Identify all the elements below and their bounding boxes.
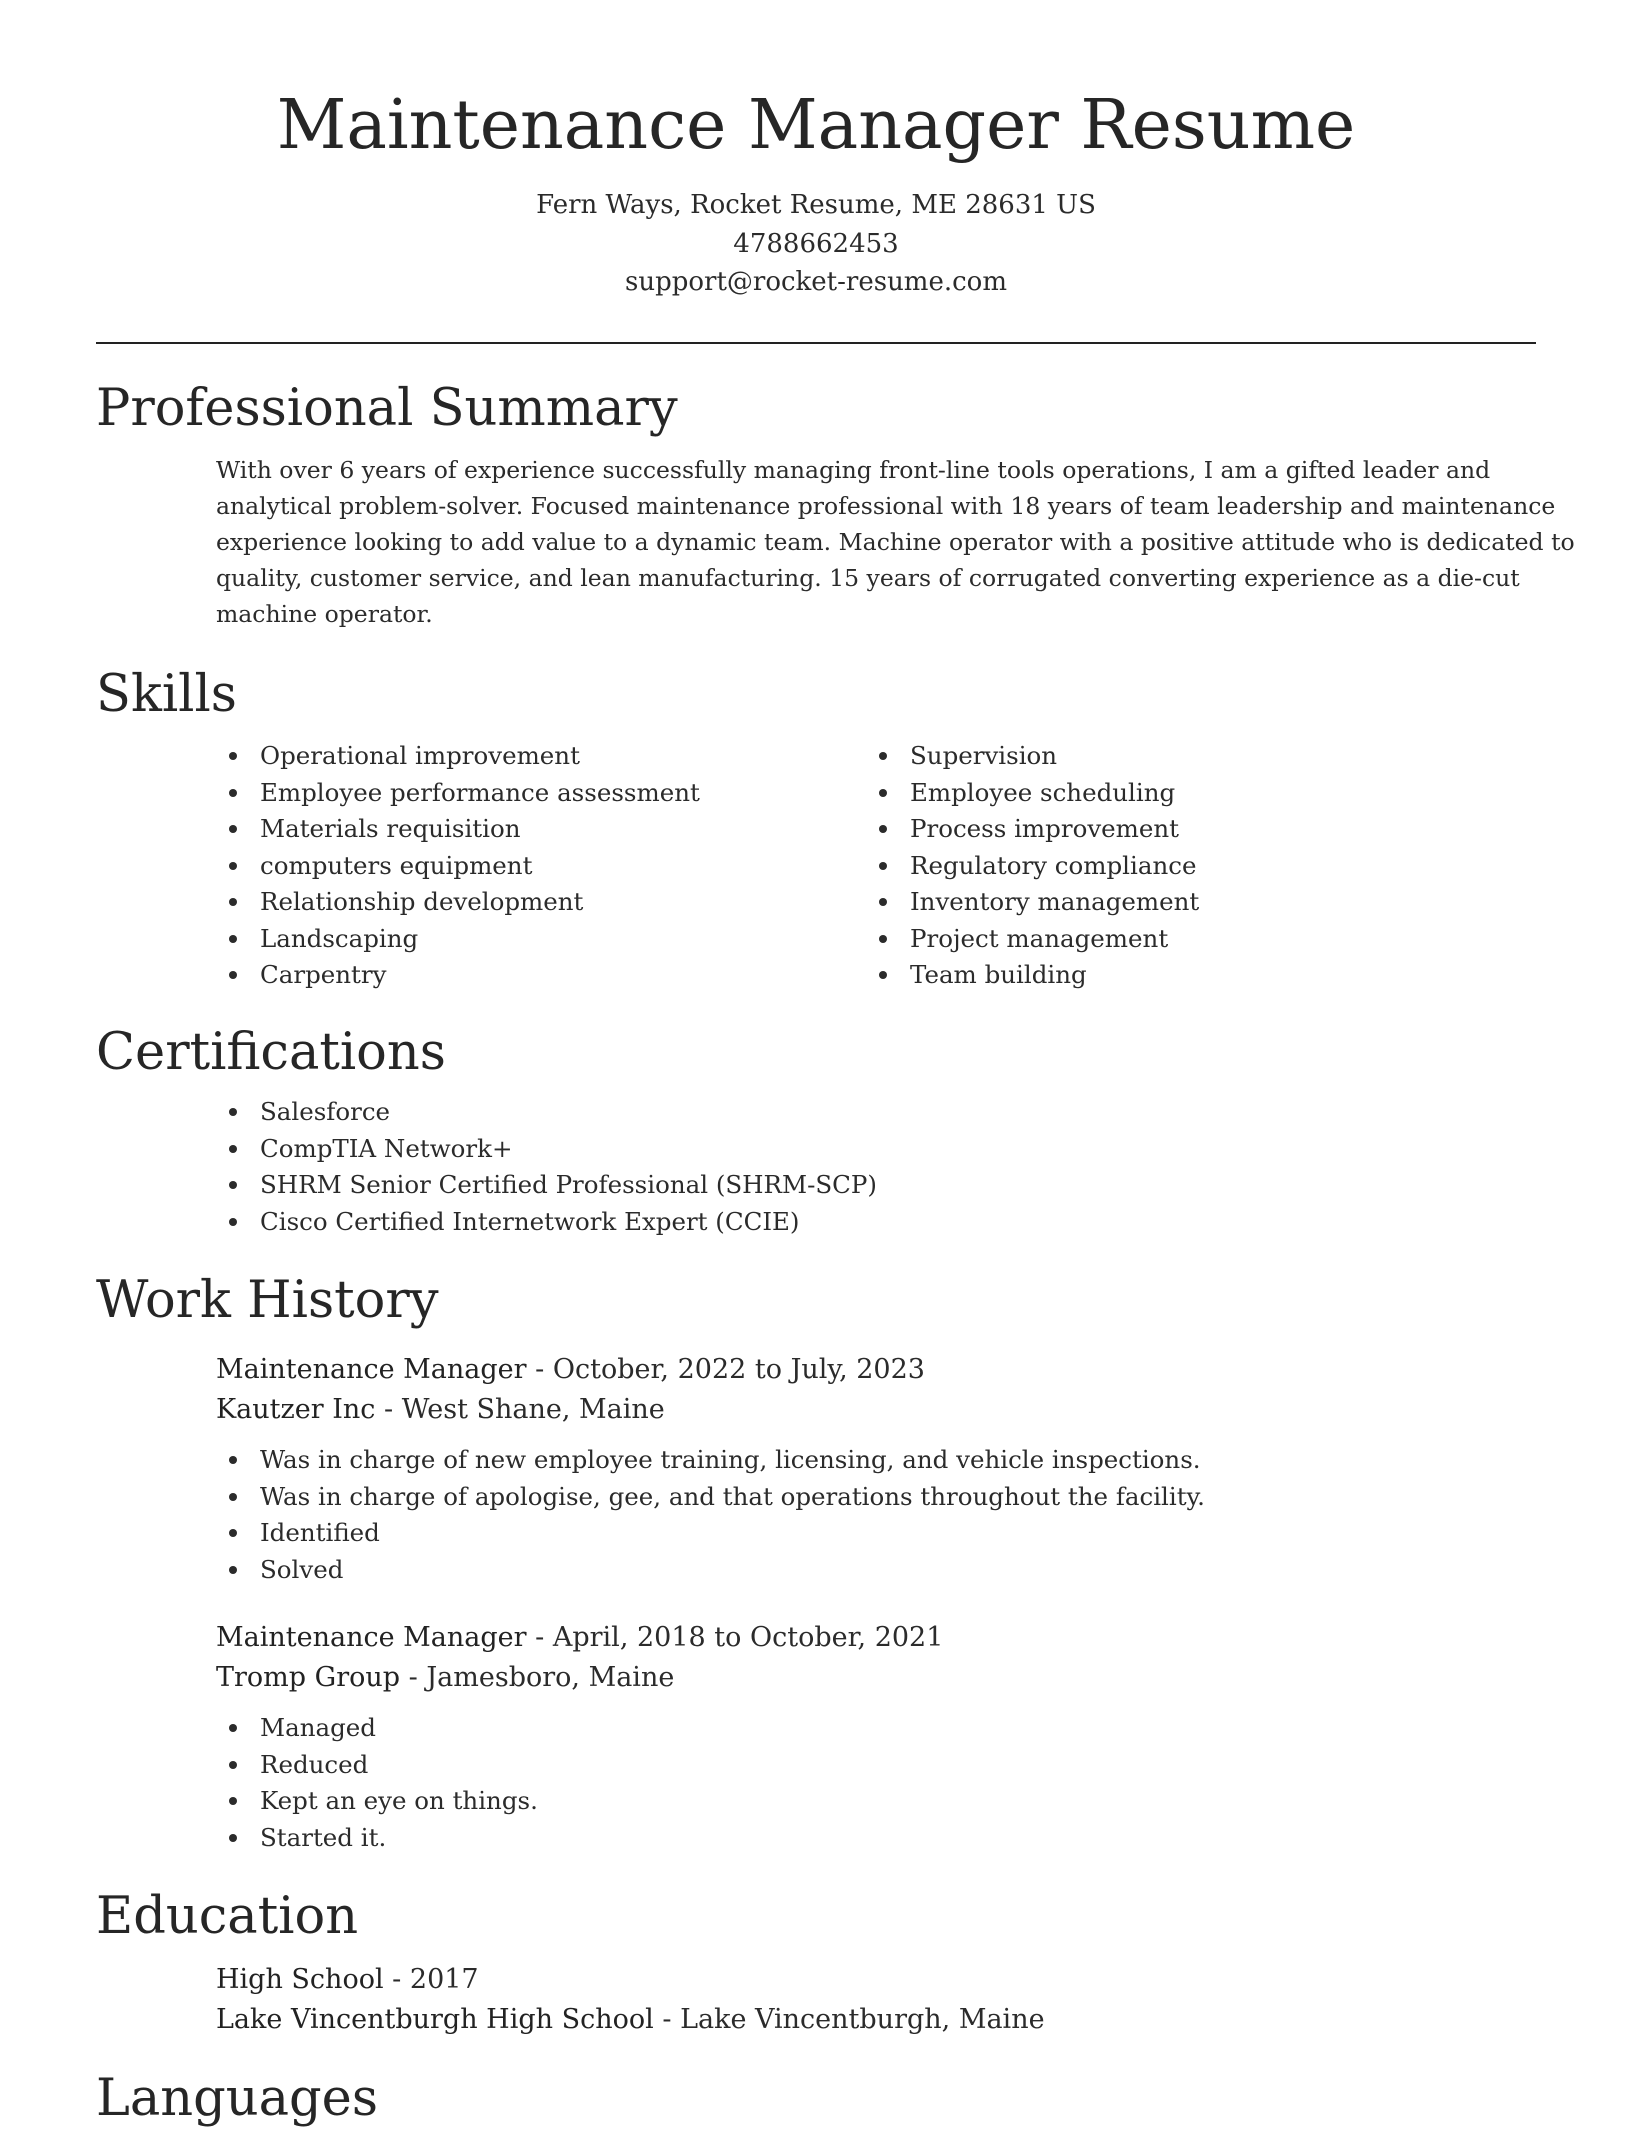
education-location: Lake Vincentburgh, Maine — [680, 2004, 1045, 2035]
skill-label: Employee performance assessment — [260, 777, 700, 807]
job-bullet — [216, 1783, 1536, 1820]
job-title: Maintenance Manager — [216, 1354, 527, 1385]
certification-label: Salesforce — [260, 1097, 391, 1126]
skill-label: Carpentry — [260, 960, 387, 989]
skill-label: Regulatory compliance — [910, 850, 1197, 880]
skill-item — [866, 921, 1516, 958]
job-bullet — [216, 1552, 1536, 1589]
bullet-icon — [879, 935, 887, 943]
skill-item — [866, 848, 1516, 885]
education-entry — [216, 1960, 1536, 2040]
certification-item — [216, 1131, 1536, 1168]
skill-label: Relationship development — [260, 887, 584, 916]
bullet-icon — [229, 1145, 237, 1153]
certification-label: SHRM Senior Certified Professional (SHRM-SCP) — [260, 1170, 877, 1199]
skill-item — [216, 884, 866, 921]
resume-title: Maintenance Manager Resume — [276, 86, 1356, 165]
bullet-icon — [229, 1529, 237, 1537]
education-section — [96, 1886, 1536, 2040]
skill-item — [216, 811, 866, 848]
skill-label: Employee scheduling — [910, 777, 1176, 807]
skill-item — [866, 957, 1516, 994]
certification-label: CompTIA Network+ — [260, 1133, 513, 1163]
resume-header — [0, 82, 1632, 302]
job-bullet-text: Was in charge of new employee training, licensing, and vehicle inspections. — [260, 1445, 1201, 1474]
header-divider — [96, 342, 1536, 344]
skills-section — [96, 664, 1536, 994]
job-bullet-text: Was in charge of apologise, gee, and that operations throughout the facility. — [260, 1481, 1205, 1511]
separator: - — [400, 1662, 427, 1693]
skill-label: Landscaping — [260, 923, 419, 953]
skill-item — [216, 775, 866, 812]
skill-item — [216, 738, 866, 775]
education-school: Lake Vincentburgh High School — [216, 2004, 654, 2035]
skill-item — [866, 775, 1516, 812]
job-bullet — [216, 1442, 1536, 1479]
certifications-heading: Certifications — [96, 1023, 446, 1082]
skill-label: Process improvement — [910, 814, 1180, 843]
bullet-icon — [879, 971, 887, 979]
bullet-icon — [879, 825, 887, 833]
job-dates: April, 2018 to October, 2021 — [552, 1622, 944, 1653]
job-bullet — [216, 1747, 1536, 1784]
job-bullet — [216, 1710, 1536, 1747]
skill-label: Materials requisition — [260, 814, 521, 843]
job-title-line — [216, 1350, 1536, 1390]
job-bullet — [216, 1515, 1536, 1552]
job-dates: October, 2022 to July, 2023 — [552, 1354, 925, 1385]
bullet-icon — [229, 971, 237, 979]
separator: - — [526, 1622, 553, 1653]
job-location: West Shane, Maine — [401, 1394, 665, 1425]
job-bullet-text: Kept an eye on things. — [260, 1786, 538, 1815]
education-degree-line — [216, 1960, 1536, 2000]
education-school-line — [216, 2000, 1536, 2040]
job-bullet — [216, 1479, 1536, 1516]
contact-email: support@rocket-resume.com — [624, 267, 1007, 297]
bullet-icon — [229, 1181, 237, 1189]
job-bullets — [216, 1710, 1536, 1856]
skills-list-right — [866, 738, 1516, 994]
skill-label: Team building — [910, 960, 1087, 989]
job-bullet-text: Started it. — [260, 1822, 387, 1852]
certification-item — [216, 1094, 1536, 1131]
skill-item — [866, 884, 1516, 921]
skill-item — [216, 957, 866, 994]
contact-block — [0, 186, 1632, 302]
skill-label: Inventory management — [910, 887, 1200, 916]
job-bullet-text: Identified — [260, 1518, 380, 1547]
contact-address: Fern Ways, Rocket Resume, ME 28631 US — [536, 190, 1096, 220]
certifications-section — [96, 1022, 1536, 1240]
education-degree: High School — [216, 1964, 384, 1995]
summary-text: With over 6 years of experience successfully managing front-line tools operations, I am a gifted leader and analytical problem-solver. Focused maintenance professional with 18 years of team leadership and maintenance experience looking to add value to a dynamic team. Machine operator with a positive attitude who is dedicated to quality, customer service, and lean manufacturing. 15 years of corrugated converting experience as a die-cut machine operator. — [216, 456, 1575, 628]
bullet-icon — [879, 789, 887, 797]
work-history-section — [96, 1270, 1536, 1856]
skill-label: Supervision — [910, 741, 1058, 770]
job-entry — [216, 1350, 1536, 1588]
job-company: Kautzer Inc — [216, 1394, 376, 1425]
bullet-icon — [229, 1493, 237, 1501]
separator: - — [526, 1354, 553, 1385]
bullet-icon — [229, 752, 237, 760]
job-company: Tromp Group — [216, 1662, 401, 1693]
bullet-icon — [229, 1761, 237, 1769]
bullet-icon — [229, 862, 237, 870]
separator: - — [653, 2004, 681, 2035]
languages-section — [96, 2068, 1536, 2130]
certification-item — [216, 1204, 1536, 1241]
skill-label: Project management — [910, 923, 1169, 953]
languages-heading: Languages — [96, 2069, 379, 2128]
bullet-icon — [229, 825, 237, 833]
bullet-icon — [879, 752, 887, 760]
separator: - — [383, 1964, 410, 1995]
skills-columns — [216, 738, 1536, 994]
job-title: Maintenance Manager — [216, 1622, 527, 1653]
job-entry — [216, 1618, 1536, 1856]
job-bullet — [216, 1820, 1536, 1857]
certification-item — [216, 1167, 1536, 1204]
job-title-line — [216, 1618, 1536, 1658]
skill-item — [866, 811, 1516, 848]
job-location: Jamesboro, Maine — [426, 1662, 675, 1693]
bullet-icon — [229, 1456, 237, 1464]
skill-item — [216, 848, 866, 885]
work-history-heading: Work History — [96, 1271, 439, 1330]
job-bullets — [216, 1442, 1536, 1588]
bullet-icon — [229, 935, 237, 943]
job-bullet-text: Managed — [260, 1713, 376, 1742]
bullet-icon — [229, 1724, 237, 1732]
contact-phone: 4788662453 — [733, 228, 899, 259]
bullet-icon — [229, 1566, 237, 1574]
bullet-icon — [229, 1834, 237, 1842]
bullet-icon — [229, 789, 237, 797]
skill-label: Operational improvement — [260, 741, 580, 770]
certifications-list — [216, 1094, 1536, 1240]
separator: - — [375, 1394, 402, 1425]
skill-label: computers equipment — [260, 850, 533, 880]
summary-section — [96, 378, 1575, 632]
education-heading: Education — [96, 1887, 359, 1946]
job-company-line — [216, 1390, 1536, 1430]
summary-heading: Professional Summary — [96, 379, 678, 438]
education-year: 2017 — [409, 1964, 479, 1995]
certification-label: Cisco Certified Internetwork Expert (CCIE) — [260, 1206, 800, 1236]
bullet-icon — [229, 1108, 237, 1116]
skills-heading: Skills — [96, 665, 237, 724]
bullet-icon — [879, 862, 887, 870]
skill-item — [216, 921, 866, 958]
job-bullet-text: Reduced — [260, 1749, 369, 1779]
skills-list-left — [216, 738, 866, 994]
job-company-line — [216, 1658, 1536, 1698]
bullet-icon — [879, 898, 887, 906]
bullet-icon — [229, 898, 237, 906]
skill-item — [866, 738, 1516, 775]
bullet-icon — [229, 1797, 237, 1805]
bullet-icon — [229, 1218, 237, 1226]
job-bullet-text: Solved — [260, 1554, 344, 1584]
